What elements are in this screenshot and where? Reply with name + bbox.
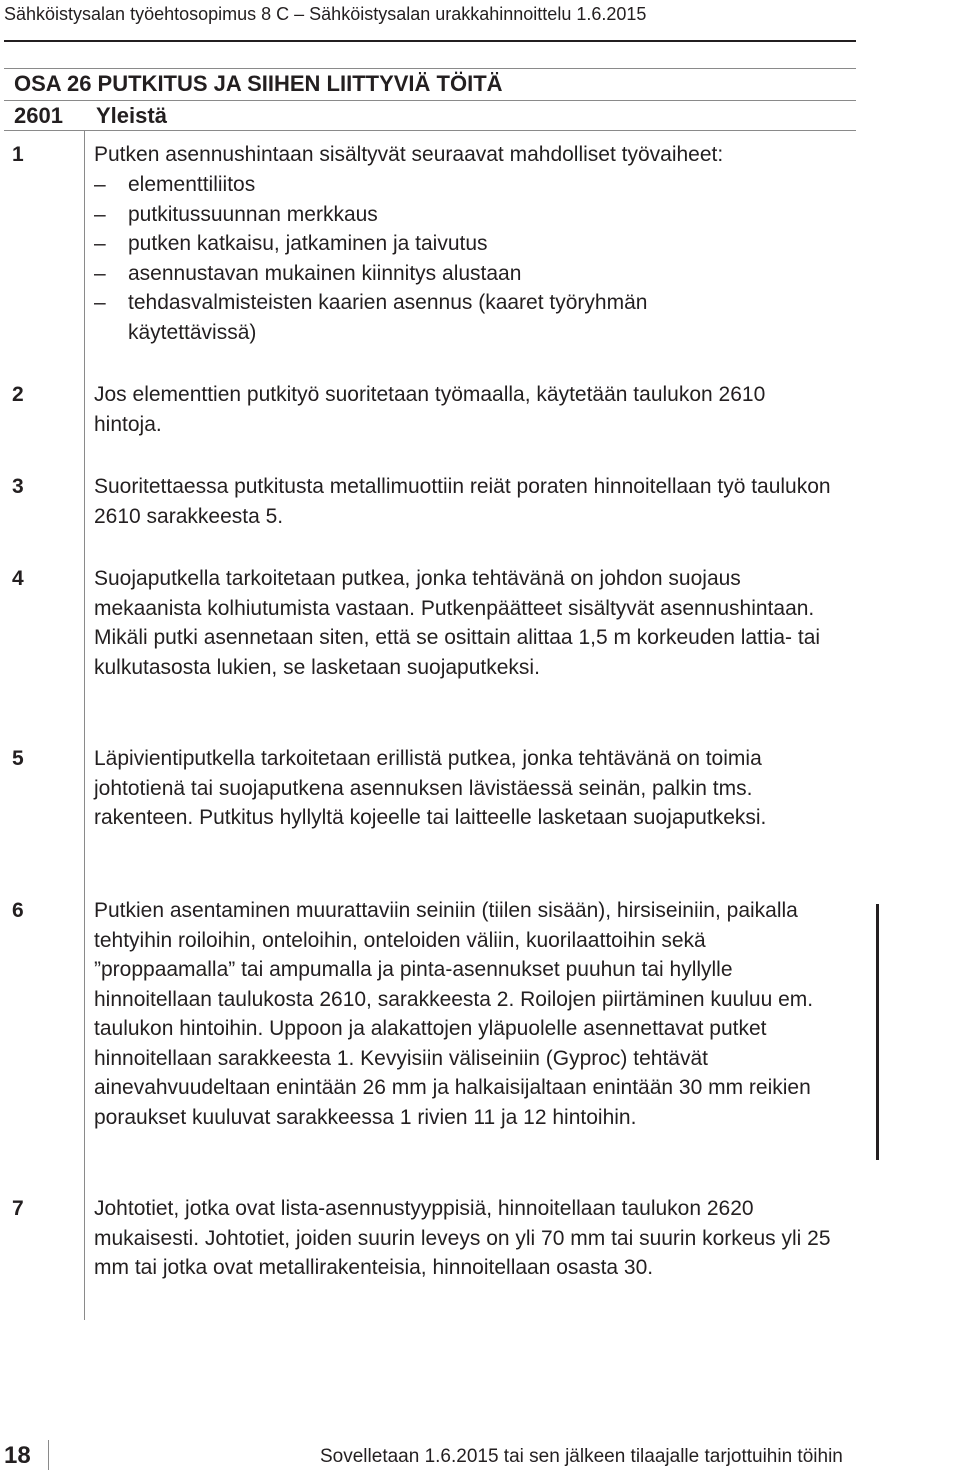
section-rule-bottom (4, 130, 856, 131)
bullet-text: tehdasvalmisteisten kaarien asennus (kaaret työryhmän käytettävissä) (128, 291, 648, 344)
page-number: 18 (4, 1442, 31, 1469)
dash-marker: – (94, 202, 106, 226)
footer-divider (48, 1440, 49, 1470)
item-text-7: Johtotiet, jotka ovat lista-asennustyyppisiä, hinnoitellaan taulukon 2620 mukaisesti. Johtotiet, joiden suurin leveys on yli 70 mm tai suurin korkeus yli 25 mm tai jotka ovat metallirakenteisia, hinnoitellaan osasta 30. (94, 1197, 831, 1279)
dash-marker: – (94, 173, 106, 196)
item-text-2: Jos elementtien putkityö suoritetaan työmaalla, käytetään taulukon 2610 hintoja. (94, 383, 766, 436)
bullet-text: putken katkaisu, jatkaminen ja taivutus (128, 232, 488, 255)
change-bar (876, 904, 879, 1160)
item-1-bullet-list (94, 170, 834, 347)
bullet-text: elementtiliitos (128, 173, 256, 196)
footer-note: Sovelletaan 1.6.2015 tai sen jälkeen tilaajalle tarjottuihin töihin (320, 1446, 843, 1467)
part-title: OSA 26 PUTKITUS JA SIIHEN LIITTYVIÄ TÖITÄ (14, 71, 503, 96)
header-rule (4, 40, 856, 42)
bullet-text: putkitussuunnan merkkaus (128, 202, 378, 226)
dash-marker: – (94, 291, 106, 314)
bullet-item (94, 170, 834, 200)
item-text-5: Läpivientiputkella tarkoitetaan erillistä putkea, jonka tehtävänä on toimia johtotienä tai suojaputkena asennuksen lävistäessä seinän, palkin tms. rakenteen. Putkitus hyllyltä kojeelle tai laitteelle lasketaan suojaputkeksi. (94, 747, 767, 829)
dash-marker: – (94, 232, 106, 255)
item-number-4: 4 (12, 567, 24, 590)
section-number: 2601 (14, 103, 63, 128)
item-number-6: 6 (12, 899, 24, 922)
item-number-1: 1 (12, 143, 24, 166)
item-text-4: Suojaputkella tarkoitetaan putkea, jonka tehtävänä on johdon suojaus mekaanista kolhiutumista vastaan. Putkenpäätteet sisältyvät asennushintaan. Mikäli putki asennetaan siten, että se osittain alittaa 1,5 m korkeuden lattia- tai kulkutasosta lukien, se lasketaan suojaputkeksi. (94, 567, 821, 679)
bullet-item (94, 229, 834, 259)
part-rule (4, 68, 856, 69)
section-rule-top (4, 100, 856, 101)
bullet-item (94, 259, 834, 289)
bullet-item (94, 200, 834, 230)
item-number-3: 3 (12, 475, 24, 498)
bullet-item (94, 288, 758, 347)
section-title: Yleistä (96, 103, 167, 128)
column-divider (84, 130, 85, 1320)
item-text-3: Suoritettaessa putkitusta metallimuottiin reiät poraten hinnoitellaan työ taulukon 2610 sarakkeesta 5. (94, 475, 831, 528)
item-text-1: Putken asennushintaan sisältyvät seuraavat mahdolliset työvaiheet: (94, 143, 724, 166)
bullet-text: asennustavan mukainen kiinnitys alustaan (128, 261, 522, 285)
item-number-2: 2 (12, 383, 24, 406)
dash-marker: – (94, 261, 106, 285)
running-header: Sähköistysalan työehtosopimus 8 C – Sähköistysalan urakkahinnoittelu 1.6.2015 (4, 4, 647, 24)
item-number-5: 5 (12, 747, 24, 770)
item-number-7: 7 (12, 1197, 24, 1220)
item-text-6: Putkien asentaminen muurattaviin seiniin (tiilen sisään), hirsiseiniin, paikalla tehtyihin roiloihin, onteloihin, onteloiden väliin, kuorilaattoihin sekä ”proppaamalla” tai ampumalla ja pinta-asennukset puuhun tai hyllylle hinnoitellaan taulukosta 2610, sarakkeesta 2. Roilojen piirtäminen kuuluu em. taulukon hintoihin. Uppoon ja alakattojen yläpuolelle asennettavat putket hinnoitellaan sarakkeesta 1. Kevyisiin väliseiniin (Gyproc) tehtävät ainevahvuudeltaan enintään 26 mm ja halkaisijaltaan enintään 30 mm reikien poraukset kuuluvat sarakkeessa 1 rivien 11 ja 12 hintoihin. (94, 899, 814, 1129)
